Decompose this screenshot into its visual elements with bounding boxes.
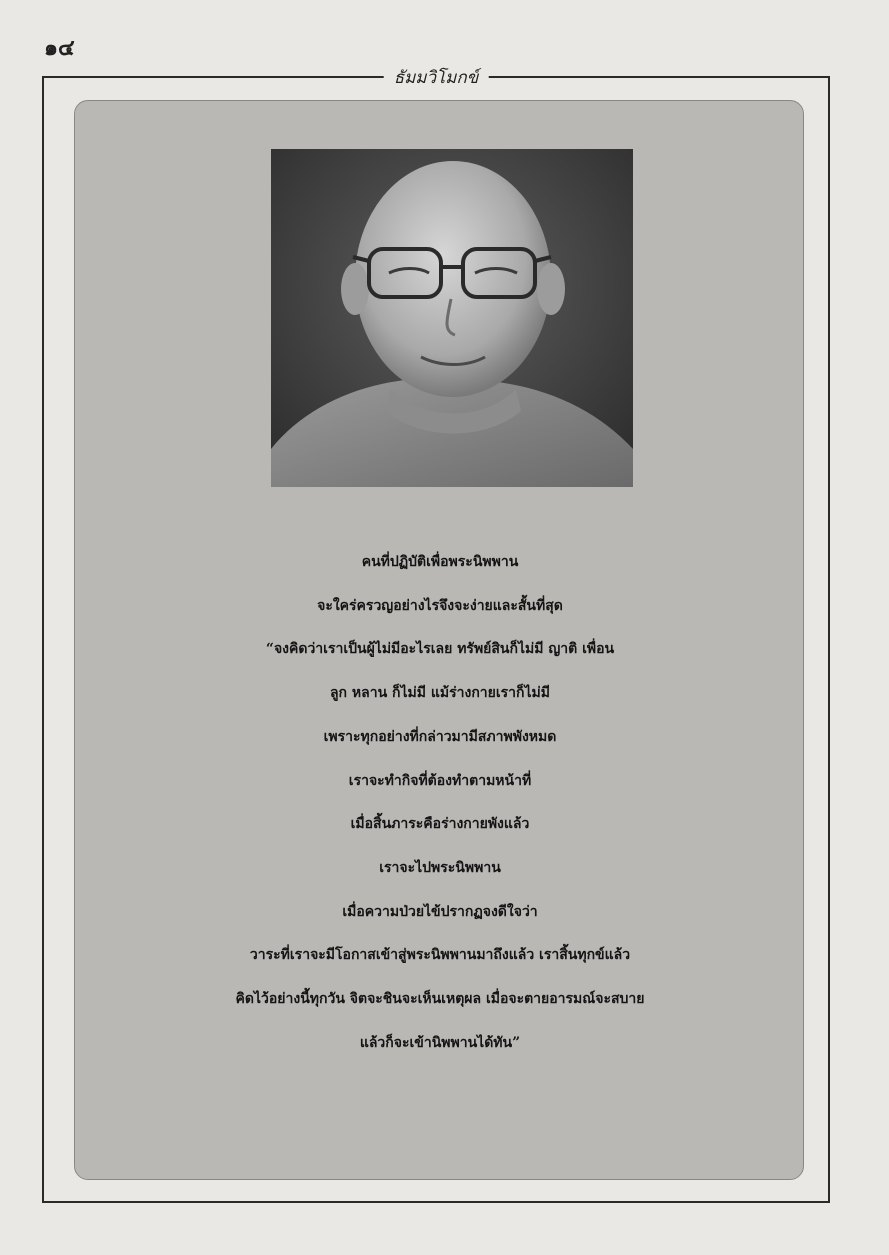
quote-line: เมื่อความป่วยไข้ปรากฏจงดีใจว่า [342, 903, 538, 920]
quote-text-block [75, 541, 805, 1065]
quote-line: คิดไว้อย่างนี้ทุกวัน จิตจะชินจะเห็นเหตุผล เมื่อจะตายอารมณ์จะสบาย [235, 991, 645, 1008]
quote-line: เมื่อสิ้นภาระคือร่างกายพังแล้ว [350, 816, 530, 833]
quote-line: “จงคิดว่าเราเป็นผู้ไม่มีอะไรเลย ทรัพย์สินก็ไม่มี ญาติ เพื่อน [265, 641, 615, 658]
quote-line: คนที่ปฏิบัติเพื่อพระนิพพาน [361, 554, 519, 570]
quote-panel [74, 100, 804, 1180]
quote-line: จะใคร่ครวญอย่างไรจึงจะง่ายและสั้นที่สุด [317, 597, 563, 614]
page-frame [42, 68, 830, 1203]
running-header-title: ธัมมวิโมกข์ [384, 64, 489, 91]
monk-portrait-icon [271, 149, 633, 487]
quote-line: วาระที่เราจะมีโอกาสเข้าสู่พระนิพพานมาถึงแล้ว เราสิ้นทุกข์แล้ว [249, 947, 631, 964]
quote-line: เราจะทำกิจที่ต้องทำตามหน้าที่ [348, 772, 532, 789]
quote-line: เพราะทุกอย่างที่กล่าวมามีสภาพพังหมด [323, 728, 557, 745]
page-number: ๑๔ [44, 35, 75, 61]
quote-line: แล้วก็จะเข้านิพพานได้ทัน” [359, 1034, 521, 1051]
monk-portrait-photo [271, 149, 633, 487]
quote-line: ลูก หลาน ก็ไม่มี แม้ร่างกายเราก็ไม่มี [329, 685, 551, 702]
quote-line: เราจะไปพระนิพพาน [379, 859, 501, 876]
